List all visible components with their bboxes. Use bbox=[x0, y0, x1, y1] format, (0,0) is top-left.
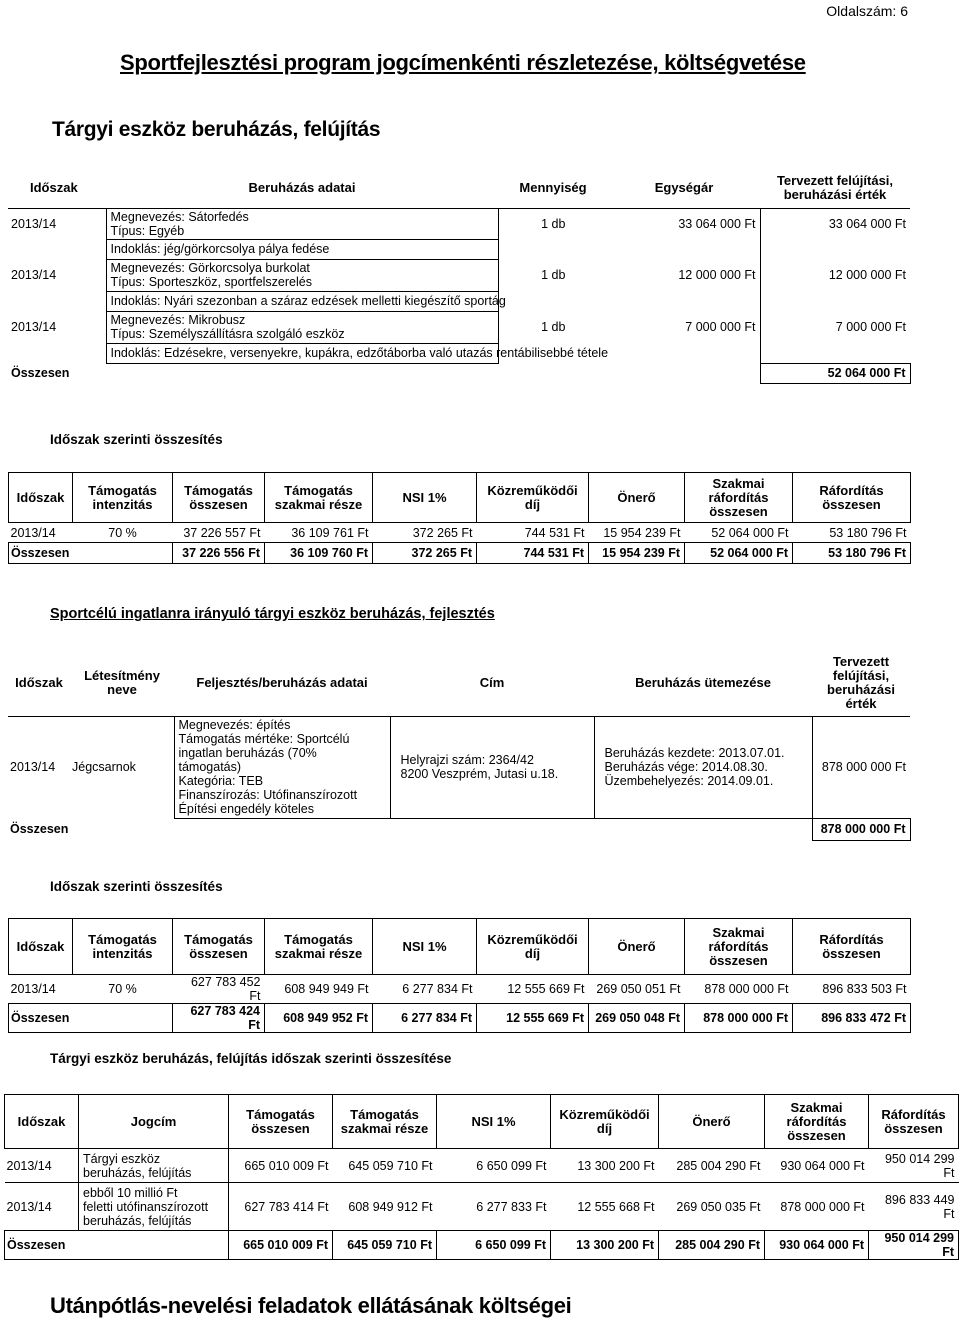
cell-support-prof: 645 059 710 Ft bbox=[333, 1149, 437, 1183]
cell-fee: 744 531 Ft bbox=[477, 523, 589, 543]
row-type: Típus: Sporteszköz, sportfelszerelés bbox=[110, 275, 312, 289]
cell-exp-total: 896 833 503 Ft bbox=[793, 975, 911, 1004]
cell-fee: 12 555 668 Ft bbox=[551, 1183, 659, 1231]
col-support-prof bbox=[265, 919, 373, 975]
table-row bbox=[8, 208, 910, 239]
col-exp-total bbox=[869, 1095, 959, 1149]
row-name-type bbox=[106, 311, 498, 343]
row-period: 2013/14 bbox=[11, 320, 57, 334]
table-header-row bbox=[9, 919, 911, 975]
total-nsi: 6 277 834 Ft bbox=[373, 1004, 477, 1033]
hdr-line: felújítási, bbox=[832, 667, 890, 683]
total-support-prof: 608 949 952 Ft bbox=[265, 1004, 373, 1033]
hdr-line: neve bbox=[107, 681, 137, 697]
total-exp-total: 896 833 472 Ft bbox=[793, 1004, 911, 1033]
total-prof-exp: 878 000 000 Ft bbox=[685, 1004, 793, 1033]
cell-nsi: 6 277 834 Ft bbox=[373, 975, 477, 1004]
cell-support-prof: 608 949 912 Ft bbox=[333, 1183, 437, 1231]
empty-cell bbox=[498, 239, 608, 259]
page-number: Oldalszám: 6 bbox=[826, 3, 908, 19]
cell-period: 2013/14 bbox=[5, 1183, 79, 1231]
hdr-line: díj bbox=[524, 496, 541, 512]
col-planned-value bbox=[760, 168, 910, 208]
cell-nsi: 6 650 099 Ft bbox=[437, 1149, 551, 1183]
empty-cell bbox=[760, 239, 910, 259]
col-fee bbox=[551, 1095, 659, 1149]
section-title-targyi-eszkoz: Tárgyi eszköz beruházás, felújítás bbox=[52, 118, 381, 141]
table-row bbox=[5, 1149, 959, 1183]
hdr-line: intenzitás bbox=[92, 945, 153, 961]
summary-title-2: Időszak szerinti összesítés bbox=[50, 879, 223, 894]
total-own: 15 954 239 Ft bbox=[589, 543, 685, 564]
hdr-line: összesen bbox=[189, 496, 248, 512]
total-label: Összesen bbox=[11, 366, 70, 380]
total-fee: 12 555 669 Ft bbox=[477, 1004, 589, 1033]
hdr-line: szakmai része bbox=[274, 945, 363, 961]
hdr-line: összesen bbox=[822, 945, 881, 961]
total-value: 878 000 000 Ft bbox=[812, 818, 910, 840]
cell-prof-exp: 52 064 000 Ft bbox=[685, 523, 793, 543]
cell-period: 2013/14 bbox=[5, 1149, 79, 1183]
total-support-prof: 36 109 760 Ft bbox=[265, 543, 373, 564]
empty-cell bbox=[760, 343, 910, 363]
row-unit-price: 7 000 000 Ft bbox=[608, 311, 760, 343]
table-header-row bbox=[9, 473, 911, 523]
empty-cell bbox=[498, 291, 608, 311]
hdr-line: összesen bbox=[709, 952, 768, 968]
empty-cell bbox=[608, 239, 760, 259]
col-intensity bbox=[73, 473, 173, 523]
row-unit-price: 33 064 000 Ft bbox=[608, 208, 760, 239]
cell-prof-exp: 878 000 000 Ft bbox=[765, 1183, 869, 1231]
col-planned-value-l2: beruházási érték bbox=[783, 186, 887, 202]
table-row-justification bbox=[8, 343, 910, 363]
data-line: Támogatás mértéke: Sportcélú bbox=[178, 732, 350, 746]
next-section-title: Utánpótlás-nevelési feladatok ellátásának költségei bbox=[50, 1293, 572, 1318]
row-qty: 1 db bbox=[541, 320, 566, 334]
total-label: Összesen bbox=[5, 1231, 229, 1260]
total-fee: 13 300 200 Ft bbox=[551, 1231, 659, 1260]
hdr-line: összesen bbox=[822, 496, 881, 512]
hdr-line: díj bbox=[524, 945, 541, 961]
row-name: Megnevezés: Görkorcsolya burkolat bbox=[110, 261, 310, 275]
hdr-line: szakmai része bbox=[340, 1120, 429, 1136]
col-period: Időszak bbox=[15, 674, 63, 690]
total-exp-total: 53 180 796 Ft bbox=[793, 543, 911, 564]
cell-jogcim bbox=[79, 1183, 229, 1231]
col-unit-price: Egységár bbox=[654, 179, 714, 195]
empty-cell bbox=[608, 363, 760, 383]
col-nsi: NSI 1% bbox=[373, 919, 477, 975]
hdr-line: ráfordítás bbox=[786, 1113, 847, 1129]
col-data: Feljesztés/beruházás adatai bbox=[196, 674, 368, 690]
period-summary-table-1 bbox=[8, 472, 911, 564]
empty-cell bbox=[174, 818, 390, 840]
row-name-type bbox=[106, 208, 498, 239]
total-nsi: 6 650 099 Ft bbox=[437, 1231, 551, 1260]
schedule-line: Beruházás vége: 2014.08.30. bbox=[604, 760, 768, 774]
total-prof-exp: 930 064 000 Ft bbox=[765, 1231, 869, 1260]
col-own: Önerő bbox=[589, 473, 685, 523]
schedule-line: Üzembehelyezés: 2014.09.01. bbox=[604, 774, 774, 788]
total-own: 269 050 048 Ft bbox=[589, 1004, 685, 1033]
total-fee: 744 531 Ft bbox=[477, 543, 589, 564]
table-header-row bbox=[8, 168, 910, 208]
hdr-line: Tervezett bbox=[832, 653, 890, 669]
row-name-type bbox=[106, 259, 498, 291]
hdr-line: érték bbox=[845, 695, 877, 711]
data-line: ingatlan beruházás (70% bbox=[178, 746, 317, 760]
row-justification: Indoklás: Edzésekre, versenyekre, kupákra, edzőtáborba való utazás rentábilisebbé tétele bbox=[106, 343, 498, 363]
col-nsi: NSI 1% bbox=[437, 1095, 551, 1149]
cell-own: 269 050 035 Ft bbox=[659, 1183, 765, 1231]
col-period: Időszak bbox=[9, 473, 73, 523]
col-qty: Mennyiség bbox=[519, 179, 587, 195]
row-justification: Indoklás: jég/görkorcsolya pálya fedése bbox=[106, 239, 498, 259]
col-own: Önerő bbox=[589, 919, 685, 975]
jogcim-line: feletti utófinanszírozott bbox=[83, 1199, 209, 1214]
data-line: támogatás) bbox=[178, 760, 242, 774]
cell-intensity: 70 % bbox=[73, 523, 173, 543]
cell-own: 15 954 239 Ft bbox=[589, 523, 685, 543]
total-support-total: 665 010 009 Ft bbox=[229, 1231, 333, 1260]
col-prof-exp bbox=[685, 919, 793, 975]
row-value: 7 000 000 Ft bbox=[835, 320, 906, 334]
hdr-line: Ráfordítás bbox=[881, 1106, 946, 1122]
table-row bbox=[9, 523, 911, 543]
targyi-eszkoz-summary-table bbox=[4, 1094, 959, 1260]
hdr-line: Támogatás bbox=[284, 931, 353, 947]
empty-cell bbox=[608, 291, 760, 311]
hdr-line: összesen bbox=[189, 945, 248, 961]
empty-cell bbox=[760, 291, 910, 311]
cell-exp-total: 950 014 299 Ft bbox=[869, 1149, 959, 1183]
col-jogcim: Jogcím bbox=[79, 1095, 229, 1149]
cell-value: 878 000 000 Ft bbox=[812, 716, 910, 818]
col-prof-exp bbox=[765, 1095, 869, 1149]
cell-period: 2013/14 bbox=[9, 975, 73, 1004]
total-row bbox=[8, 818, 910, 840]
row-period: 2013/14 bbox=[11, 268, 57, 282]
table-row bbox=[5, 1183, 959, 1231]
hdr-line: Támogatás bbox=[184, 482, 253, 498]
table-row bbox=[8, 259, 910, 291]
empty-cell bbox=[390, 818, 594, 840]
total-value: 52 064 000 Ft bbox=[760, 363, 910, 383]
cell-address bbox=[390, 716, 594, 818]
hdr-line: Támogatás bbox=[88, 931, 157, 947]
cell-support-prof: 608 949 949 Ft bbox=[265, 975, 373, 1004]
real-estate-table bbox=[8, 650, 911, 841]
hdr-line: beruházási bbox=[827, 681, 895, 697]
document-title: Sportfejlesztési program jogcímenkénti részletezése, költségvetése bbox=[120, 50, 806, 75]
col-facility bbox=[70, 650, 174, 716]
col-fee bbox=[477, 919, 589, 975]
hdr-line: díj bbox=[596, 1120, 613, 1136]
data-line: Építési engedély köteles bbox=[178, 802, 315, 816]
cell-jogcim bbox=[79, 1149, 229, 1183]
col-support-total bbox=[229, 1095, 333, 1149]
hdr-line: szakmai része bbox=[274, 496, 363, 512]
hdr-line: Szakmai bbox=[790, 1099, 843, 1115]
cell-own: 285 004 290 Ft bbox=[659, 1149, 765, 1183]
cell-support-total: 665 010 009 Ft bbox=[229, 1149, 333, 1183]
table-row bbox=[9, 975, 911, 1004]
hdr-line: Szakmai bbox=[712, 924, 765, 940]
hdr-line: ráfordítás bbox=[708, 489, 769, 505]
row-type: Típus: Személyszállításra szolgáló eszköz bbox=[110, 327, 345, 341]
total-prof-exp: 52 064 000 Ft bbox=[685, 543, 793, 564]
cell-intensity: 70 % bbox=[73, 975, 173, 1004]
col-intensity bbox=[73, 919, 173, 975]
hdr-line: Létesítmény bbox=[84, 667, 160, 683]
summary-title-3: Tárgyi eszköz beruházás, felújítás időszak szerinti összesítése bbox=[50, 1051, 452, 1066]
col-fee bbox=[477, 473, 589, 523]
total-own: 285 004 290 Ft bbox=[659, 1231, 765, 1260]
hdr-line: összesen bbox=[884, 1120, 943, 1136]
row-period: 2013/14 bbox=[8, 208, 106, 239]
col-exp-total bbox=[793, 919, 911, 975]
row-value: 33 064 000 Ft bbox=[760, 208, 910, 239]
cell-exp-total: 53 180 796 Ft bbox=[793, 523, 911, 543]
col-prof-exp bbox=[685, 473, 793, 523]
cell-exp-total: 896 833 449 Ft bbox=[869, 1183, 959, 1231]
table-row bbox=[8, 716, 910, 818]
row-name: Megnevezés: Sátorfedés bbox=[110, 209, 249, 224]
total-label: Összesen bbox=[9, 543, 173, 564]
table-header-row bbox=[5, 1095, 959, 1149]
cell-prof-exp: 930 064 000 Ft bbox=[765, 1149, 869, 1183]
empty-cell bbox=[8, 291, 106, 311]
data-line: Finanszírozás: Utófinanszírozott bbox=[178, 788, 358, 802]
table-row bbox=[8, 311, 910, 343]
hdr-line: Támogatás bbox=[88, 482, 157, 498]
cell-support-total: 627 783 452 Ft bbox=[173, 975, 265, 1004]
hdr-line: ráfordítás bbox=[708, 938, 769, 954]
col-data: Beruházás adatai bbox=[248, 179, 356, 195]
total-label: Összesen bbox=[9, 1004, 173, 1033]
col-exp-total bbox=[793, 473, 911, 523]
address-line: Helyrajzi szám: 2364/42 bbox=[400, 753, 534, 767]
hdr-line: Támogatás bbox=[284, 482, 353, 498]
cell-fee: 13 300 200 Ft bbox=[551, 1149, 659, 1183]
jogcim-line: beruházás, felújítás bbox=[83, 1165, 192, 1180]
total-nsi: 372 265 Ft bbox=[373, 543, 477, 564]
cell-support-prof: 36 109 761 Ft bbox=[265, 523, 373, 543]
col-support-total bbox=[173, 919, 265, 975]
summary-title-1: Időszak szerinti összesítés bbox=[50, 432, 223, 447]
row-value: 12 000 000 Ft bbox=[828, 268, 906, 282]
jogcim-line: Tárgyi eszköz bbox=[83, 1151, 161, 1166]
col-planned-value-l1: Tervezett felújítási, bbox=[776, 172, 894, 188]
cell-support-total: 627 783 414 Ft bbox=[229, 1183, 333, 1231]
col-address: Cím bbox=[479, 674, 505, 690]
total-row bbox=[9, 1004, 911, 1033]
total-row bbox=[5, 1231, 959, 1260]
col-support-total bbox=[173, 473, 265, 523]
cell-nsi: 6 277 833 Ft bbox=[437, 1183, 551, 1231]
row-unit-price: 12 000 000 Ft bbox=[608, 259, 760, 291]
row-type: Típus: Egyéb bbox=[110, 223, 185, 238]
col-period: Időszak bbox=[30, 179, 78, 195]
hdr-line: Ráfordítás bbox=[819, 482, 884, 498]
total-row bbox=[8, 363, 910, 383]
cell-data bbox=[174, 716, 390, 818]
hdr-line: Támogatás bbox=[350, 1106, 419, 1122]
empty-cell bbox=[498, 363, 608, 383]
empty-cell bbox=[608, 343, 760, 363]
col-support-prof bbox=[333, 1095, 437, 1149]
empty-cell bbox=[594, 818, 812, 840]
col-planned-value bbox=[812, 650, 910, 716]
total-support-total: 37 226 556 Ft bbox=[173, 543, 265, 564]
hdr-line: összesen bbox=[787, 1127, 846, 1143]
row-justification: Indoklás: Nyári szezonban a száraz edzések melletti kiegészítő sportág bbox=[106, 291, 498, 311]
total-row bbox=[9, 543, 911, 564]
col-nsi: NSI 1% bbox=[373, 473, 477, 523]
table-row-justification bbox=[8, 239, 910, 259]
col-own: Önerő bbox=[659, 1095, 765, 1149]
hdr-line: intenzitás bbox=[92, 496, 153, 512]
col-period: Időszak bbox=[5, 1095, 79, 1149]
table-row-justification bbox=[8, 291, 910, 311]
hdr-line: Támogatás bbox=[184, 931, 253, 947]
hdr-line: Közreműködői bbox=[559, 1106, 650, 1122]
cell-prof-exp: 878 000 000 Ft bbox=[685, 975, 793, 1004]
section-title-sportcelu: Sportcélú ingatlanra irányuló tárgyi eszköz beruházás, fejlesztés bbox=[50, 606, 495, 622]
investment-table bbox=[8, 168, 911, 384]
cell-fee: 12 555 669 Ft bbox=[477, 975, 589, 1004]
total-support-prof: 645 059 710 Ft bbox=[333, 1231, 437, 1260]
hdr-line: Közreműködői bbox=[487, 482, 578, 498]
hdr-line: Közreműködői bbox=[487, 931, 578, 947]
empty-cell bbox=[8, 239, 106, 259]
hdr-line: összesen bbox=[251, 1120, 310, 1136]
cell-period: 2013/14 bbox=[9, 523, 73, 543]
cell-period: 2013/14 bbox=[8, 716, 70, 818]
address-line: 8200 Veszprém, Jutasi u.18. bbox=[400, 767, 559, 781]
total-exp-total: 950 014 299 Ft bbox=[869, 1231, 959, 1260]
data-line: Kategória: TEB bbox=[178, 774, 264, 788]
data-line: Megnevezés: építés bbox=[178, 718, 291, 732]
schedule-line: Beruházás kezdete: 2013.07.01. bbox=[604, 746, 785, 760]
row-qty: 1 db bbox=[498, 208, 608, 239]
hdr-line: Támogatás bbox=[246, 1106, 315, 1122]
col-support-prof bbox=[265, 473, 373, 523]
row-name: Megnevezés: Mikrobusz bbox=[110, 313, 246, 327]
hdr-line: Szakmai bbox=[712, 475, 765, 491]
empty-cell bbox=[106, 363, 498, 383]
cell-own: 269 050 051 Ft bbox=[589, 975, 685, 1004]
row-qty: 1 db bbox=[541, 268, 566, 282]
empty-cell bbox=[8, 343, 106, 363]
period-summary-table-2 bbox=[8, 918, 911, 1033]
cell-support-total: 37 226 557 Ft bbox=[173, 523, 265, 543]
cell-schedule bbox=[594, 716, 812, 818]
cell-facility: Jégcsarnok bbox=[70, 716, 174, 818]
col-period: Időszak bbox=[9, 919, 73, 975]
total-support-total: 627 783 424 Ft bbox=[173, 1004, 265, 1033]
jogcim-line: ebből 10 millió Ft bbox=[83, 1185, 178, 1200]
cell-nsi: 372 265 Ft bbox=[373, 523, 477, 543]
hdr-line: Ráfordítás bbox=[819, 931, 884, 947]
total-label: Összesen bbox=[10, 822, 69, 836]
col-schedule: Beruházás ütemezése bbox=[635, 674, 771, 690]
table-header-row bbox=[8, 650, 910, 716]
hdr-line: összesen bbox=[709, 503, 768, 519]
jogcim-line: beruházás, felújítás bbox=[83, 1213, 192, 1228]
